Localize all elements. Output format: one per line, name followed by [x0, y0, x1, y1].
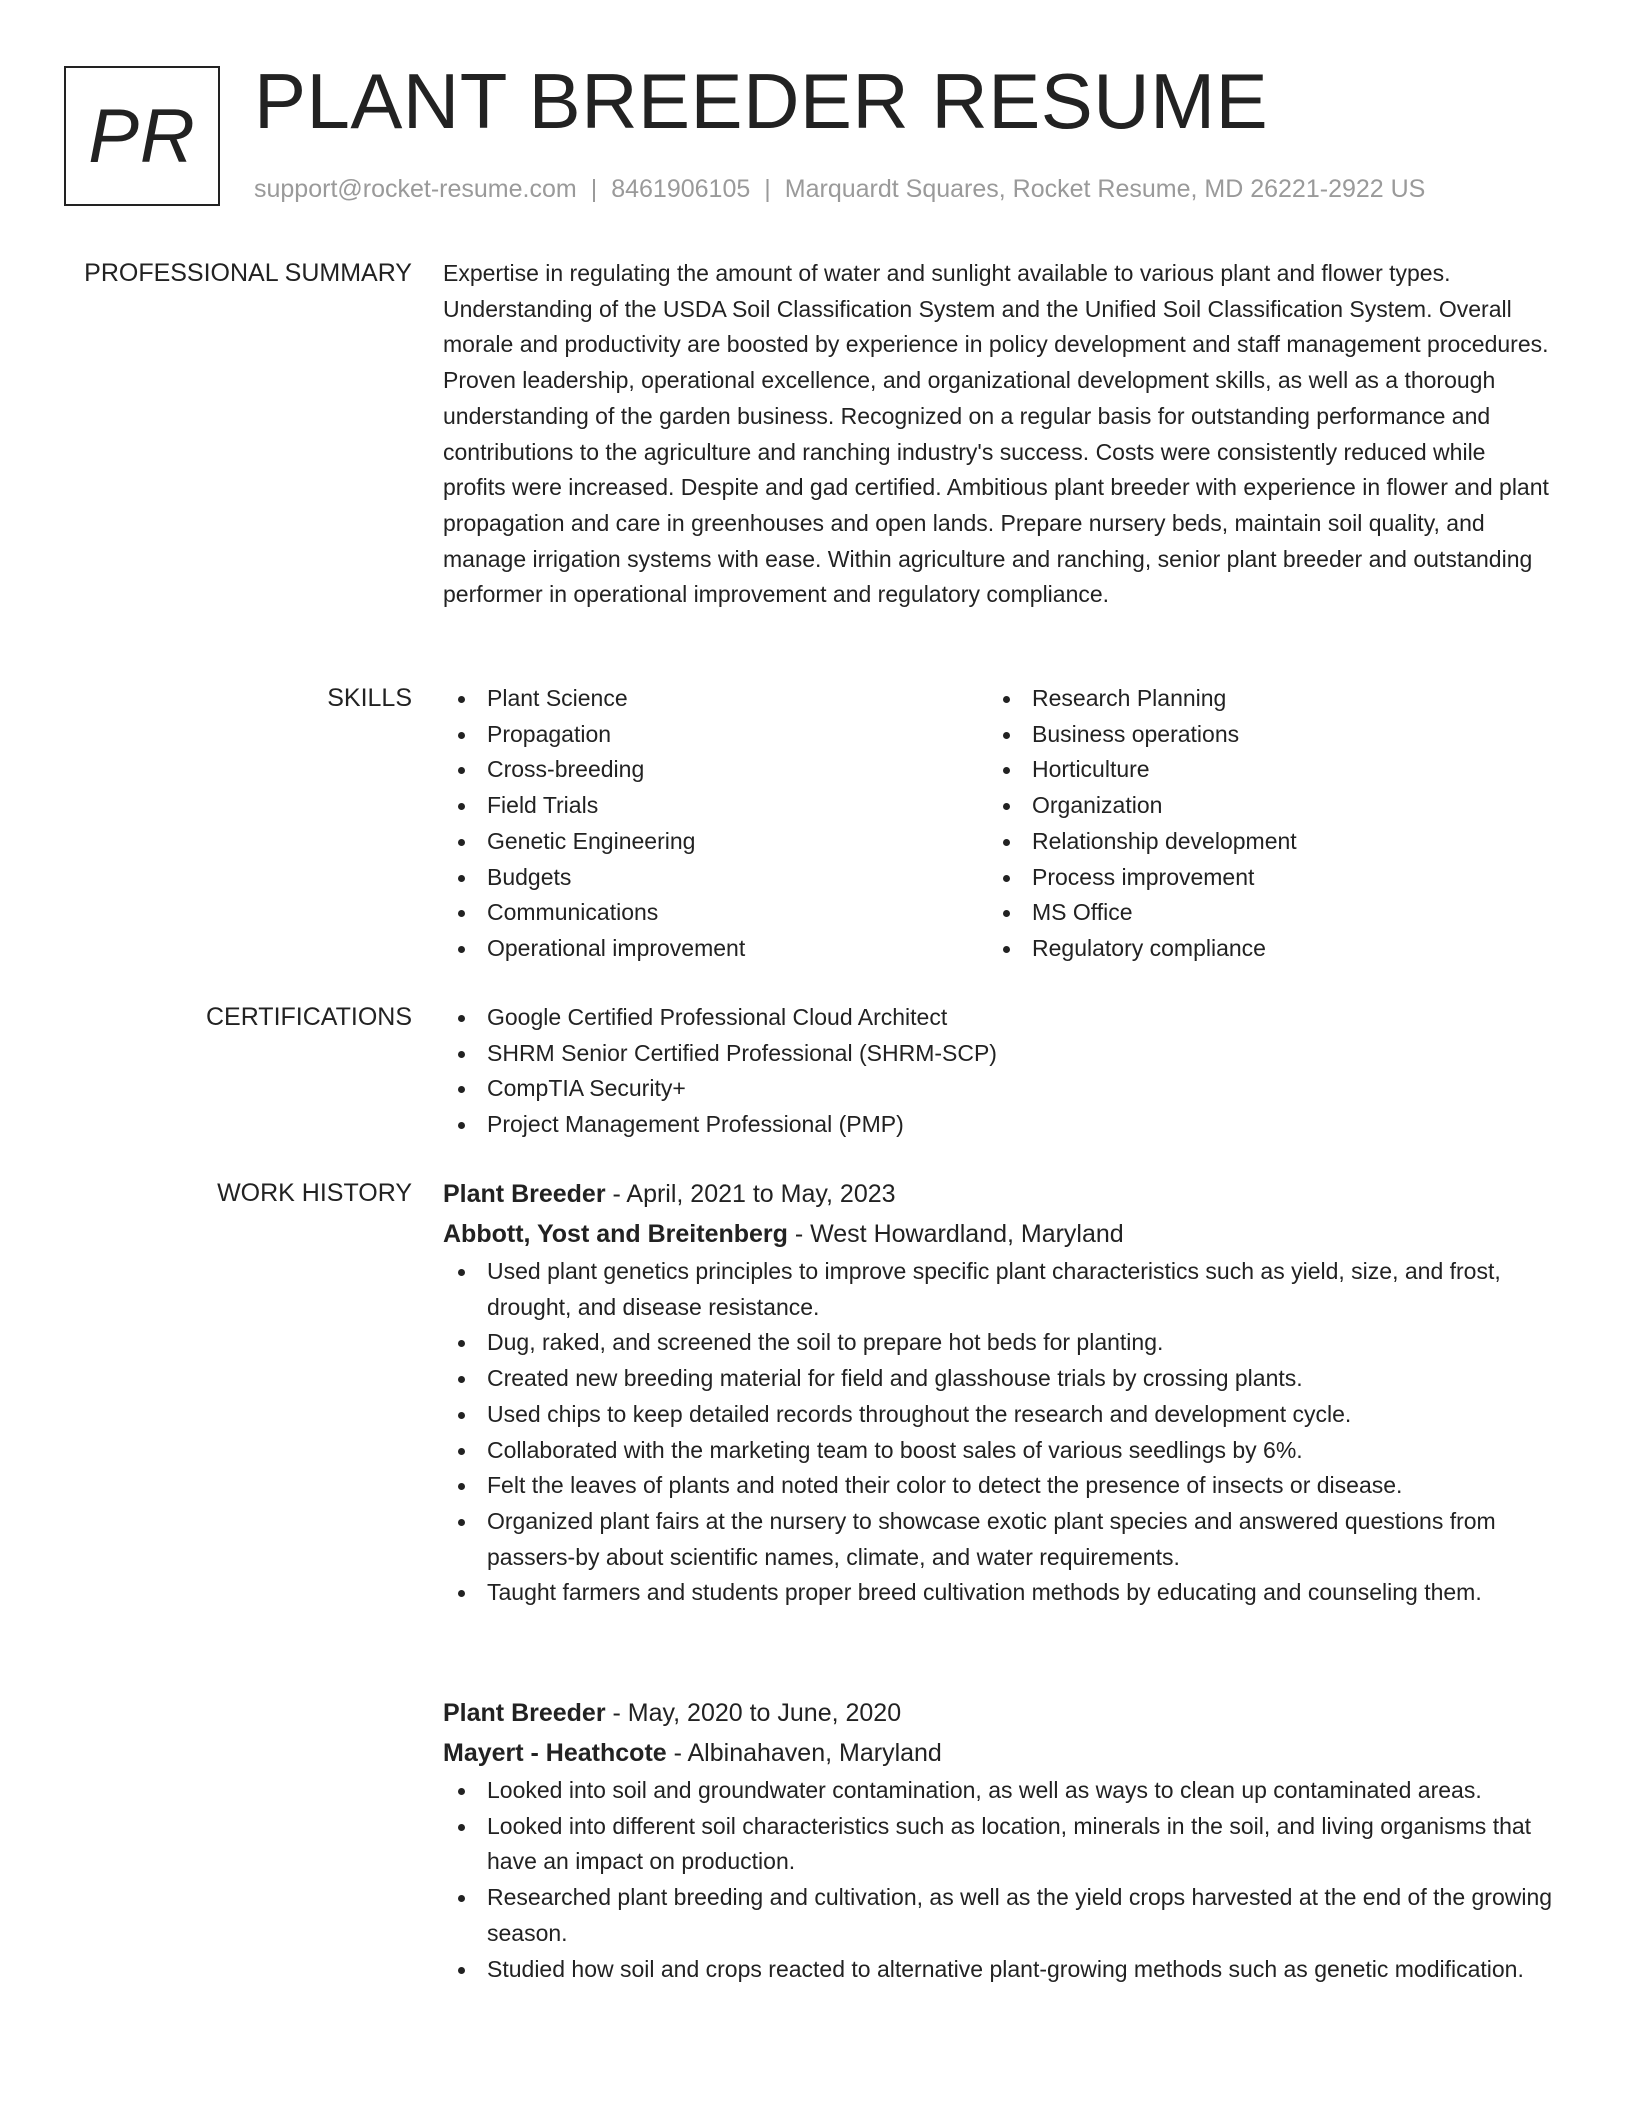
skills-heading: SKILLS — [327, 684, 412, 712]
job-dates: - May, 2020 to June, 2020 — [605, 1699, 902, 1727]
page-title: PLANT BREEDER RESUME — [254, 57, 1269, 145]
skills-section — [443, 681, 1553, 967]
skill-item: Relationship development — [988, 824, 1533, 860]
certification-item: SHRM Senior Certified Professional (SHRM-SCP) — [443, 1036, 1553, 1072]
job-duty-item: Organized plant fairs at the nursery to showcase exotic plant species and answered questions from passers-by about scientific names, climate, and water requirements. — [443, 1504, 1553, 1575]
summary-heading: PROFESSIONAL SUMMARY — [84, 259, 412, 287]
job-company: Mayert - Heathcote — [443, 1739, 667, 1767]
skill-item: Plant Science — [443, 681, 988, 717]
skill-item: Business operations — [988, 717, 1533, 753]
certification-item: Google Certified Professional Cloud Architect — [443, 1000, 1553, 1036]
skill-item: Research Planning — [988, 681, 1533, 717]
skill-item: Field Trials — [443, 788, 988, 824]
job-company: Abbott, Yost and Breitenberg — [443, 1220, 788, 1248]
job-title: Plant Breeder — [443, 1180, 606, 1208]
job-company-line — [443, 1733, 1553, 1773]
job-company-line — [443, 1214, 1553, 1254]
job-title-line — [443, 1693, 1553, 1733]
certifications-section — [443, 1000, 1553, 1143]
skill-item: Genetic Engineering — [443, 824, 988, 860]
skill-item: Budgets — [443, 860, 988, 896]
certification-item: Project Management Professional (PMP) — [443, 1107, 1553, 1143]
job-entry — [443, 1693, 1553, 1987]
skill-item: Regulatory compliance — [988, 931, 1533, 967]
skill-item: Process improvement — [988, 860, 1533, 896]
job-duty-item: Collaborated with the marketing team to boost sales of various seedlings by 6%. — [443, 1433, 1553, 1469]
job-duty-item: Created new breeding material for field and glasshouse trials by crossing plants. — [443, 1361, 1553, 1397]
contact-email[interactable]: support@rocket-resume.com — [254, 175, 577, 203]
contact-address: Marquardt Squares, Rocket Resume, MD 26221-2922 US — [784, 175, 1426, 203]
job-duty-item: Used plant genetics principles to improve specific plant characteristics such as yield, size, and frost, drought, and disease resistance. — [443, 1254, 1553, 1325]
job-duty-item: Studied how soil and crops reacted to alternative plant-growing methods such as genetic modification. — [443, 1952, 1553, 1988]
skills-list-left — [443, 681, 988, 967]
job-duty-item: Felt the leaves of plants and noted their color to detect the presence of insects or disease. — [443, 1468, 1553, 1504]
job-duties-list — [443, 1773, 1553, 1987]
job-title-line — [443, 1174, 1553, 1214]
skill-item: Operational improvement — [443, 931, 988, 967]
contact-separator: | — [764, 175, 771, 203]
job-dates: - April, 2021 to May, 2023 — [605, 1180, 896, 1208]
skill-item: Cross-breeding — [443, 752, 988, 788]
job-title: Plant Breeder — [443, 1699, 606, 1727]
certification-item: CompTIA Security+ — [443, 1071, 1553, 1107]
work-history-heading: WORK HISTORY — [217, 1179, 412, 1207]
job-duty-item: Looked into different soil characteristics such as location, minerals in the soil, and living organisms that have an impact on production. — [443, 1809, 1553, 1880]
skill-item: Horticulture — [988, 752, 1533, 788]
summary-text: Expertise in regulating the amount of water and sunlight available to various plant and flower types. Understanding of the USDA Soil Classification System and the Unified Soil Classification System. Overall morale and productivity are boosted by experience in policy development and staff management procedures. Proven leadership, operational excellence, and organizational development skills, as well as a thorough understanding of the garden business. Recognized on a regular basis for outstanding performance and contributions to the agriculture and ranching industry's success. Costs were consistently reduced while profits were increased. Despite and gad certified. Ambitious plant breeder with experience in flower and plant propagation and care in greenhouses and open lands. Prepare nursery beds, maintain soil quality, and manage irrigation systems with ease. Within agriculture and ranching, senior plant breeder and outstanding performer in operational improvement and regulatory compliance. — [443, 260, 1549, 608]
job-location: - Albinahaven, Maryland — [666, 1739, 942, 1767]
job-duty-item: Used chips to keep detailed records throughout the research and development cycle. — [443, 1397, 1553, 1433]
monogram-initials: PR — [88, 93, 196, 179]
job-duty-item: Looked into soil and groundwater contamination, as well as ways to clean up contaminated areas. — [443, 1773, 1553, 1809]
skill-item: MS Office — [988, 895, 1533, 931]
contact-phone[interactable]: 8461906105 — [611, 175, 751, 203]
certifications-heading: CERTIFICATIONS — [205, 1003, 412, 1031]
job-duty-item: Taught farmers and students proper breed cultivation methods by educating and counseling them. — [443, 1575, 1553, 1611]
job-duties-list — [443, 1254, 1553, 1611]
job-duty-item: Researched plant breeding and cultivation, as well as the yield crops harvested at the end of the growing season. — [443, 1880, 1553, 1951]
monogram-badge — [64, 66, 220, 206]
job-location: - West Howardland, Maryland — [787, 1220, 1124, 1248]
contact-line — [254, 172, 1425, 206]
skills-list-right — [988, 681, 1533, 967]
skill-item: Propagation — [443, 717, 988, 753]
skills-grid — [443, 681, 1553, 967]
skill-item: Organization — [988, 788, 1533, 824]
job-duty-item: Dug, raked, and screened the soil to prepare hot beds for planting. — [443, 1325, 1553, 1361]
skill-item: Communications — [443, 895, 988, 931]
job-entry — [443, 1174, 1553, 1611]
certifications-list — [443, 1000, 1553, 1143]
contact-separator: | — [590, 175, 598, 203]
summary-section — [443, 256, 1553, 613]
